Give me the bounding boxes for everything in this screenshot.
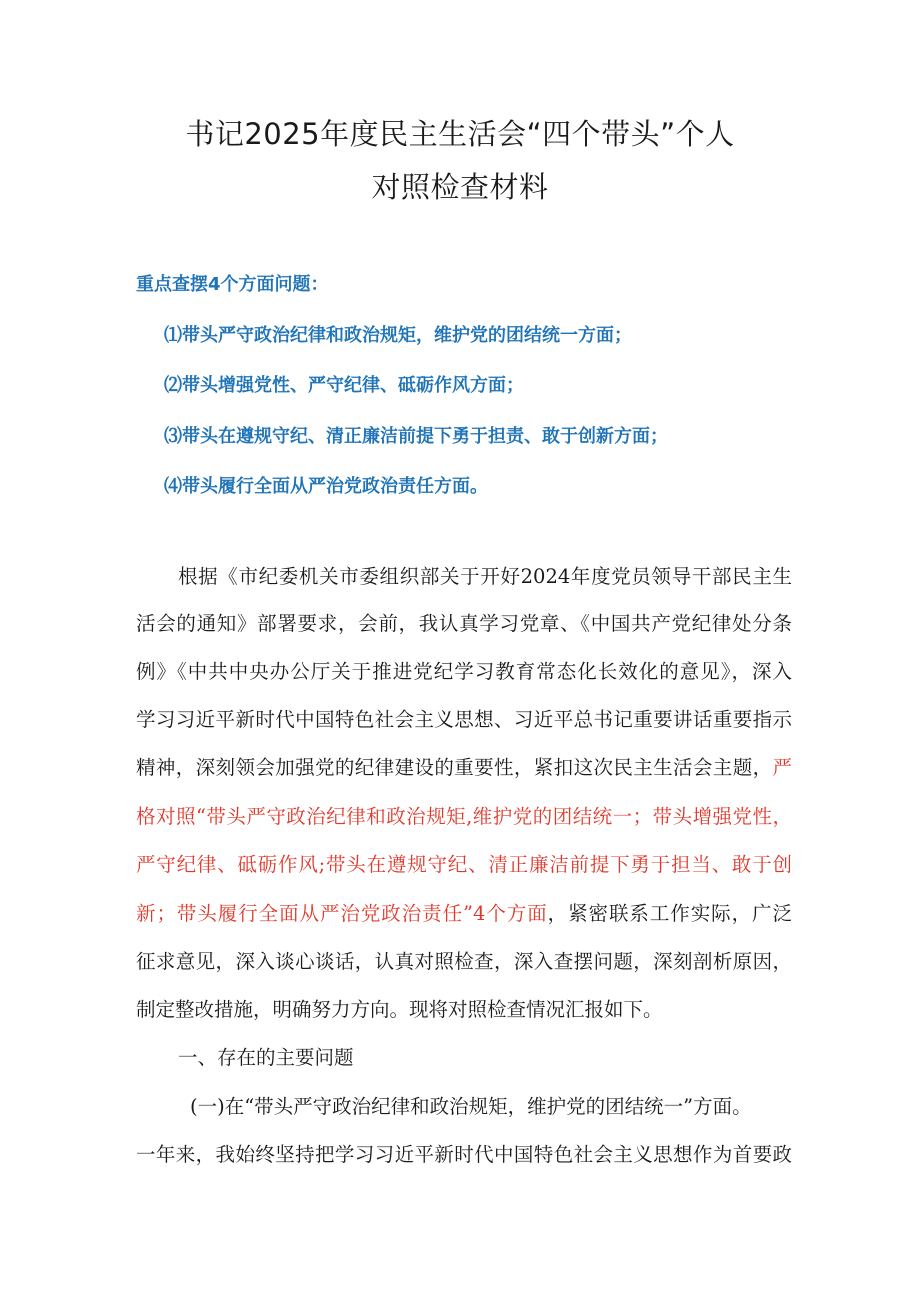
document-title-line-2: 对照检查材料: [371, 170, 549, 204]
focus-item-2: ⑵带头增强党性、严守纪律、砥砺作风方面；: [164, 375, 524, 396]
highlight-text: 新；带头履行全面从严治党政治责任”4个方面: [136, 902, 548, 925]
subsection-heading: (一)在“带头严守政治纪律和政治规矩，维护党的团结统一”方面。: [190, 1095, 752, 1118]
focus-heading: 重点查摆4个方面问题：: [136, 274, 329, 295]
body-line: [136, 902, 792, 926]
body-text: 精神，深刻领会加强党的纪律建设的重要性，紧扣这次民主生活会主题，: [136, 756, 773, 779]
body-line: 活会的通知》部署要求，会前，我认真学习党章、《中国共产党纪律处分条: [136, 612, 792, 635]
highlight-line: 严守纪律、砥砺作风;带头在遵规守纪、清正廉洁前提下勇于担当、敢于创: [136, 853, 792, 876]
focus-item-3: ⑶带头在遵规守纪、清正廉洁前提下勇于担责、敢于创新方面；: [164, 426, 668, 447]
body-line: [136, 756, 792, 780]
section-heading: 一、存在的主要问题: [178, 1046, 354, 1069]
highlight-text: 严: [772, 756, 792, 779]
body-line: 一年来，我始终坚持把学习习近平新时代中国特色社会主义思想作为首要政: [136, 1143, 792, 1166]
body-line: 制定整改措施，明确努力方向。现将对照检查情况汇报如下。: [136, 998, 663, 1021]
focus-item-4: ⑷带头履行全面从严治党政治责任方面。: [164, 476, 488, 497]
document-title-line-1: 书记2025年度民主生活会“四个带头”个人: [185, 117, 735, 151]
focus-item-1: ⑴带头严守政治纪律和政治规矩，维护党的团结统一方面；: [164, 325, 632, 346]
body-line: 根据《市纪委机关市委组织部关于开好2024年度党员领导干部民主生: [178, 565, 792, 588]
body-text: ，紧密联系工作实际，广泛: [547, 902, 792, 925]
body-line: 征求意见，深入谈心谈话，认真对照检查，深入查摆问题，深刻剖析原因，: [136, 950, 792, 973]
body-line: 学习习近平新时代中国特色社会主义思想、习近平总书记重要讲话重要指示: [136, 708, 792, 731]
highlight-line: 格对照“带头严守政治纪律和政治规矩,维护党的团结统一；带头增强党性，: [136, 805, 792, 828]
body-line: 例》《中共中央办公厅关于推进党纪学习教育常态化长效化的意见》，深入: [136, 660, 792, 683]
